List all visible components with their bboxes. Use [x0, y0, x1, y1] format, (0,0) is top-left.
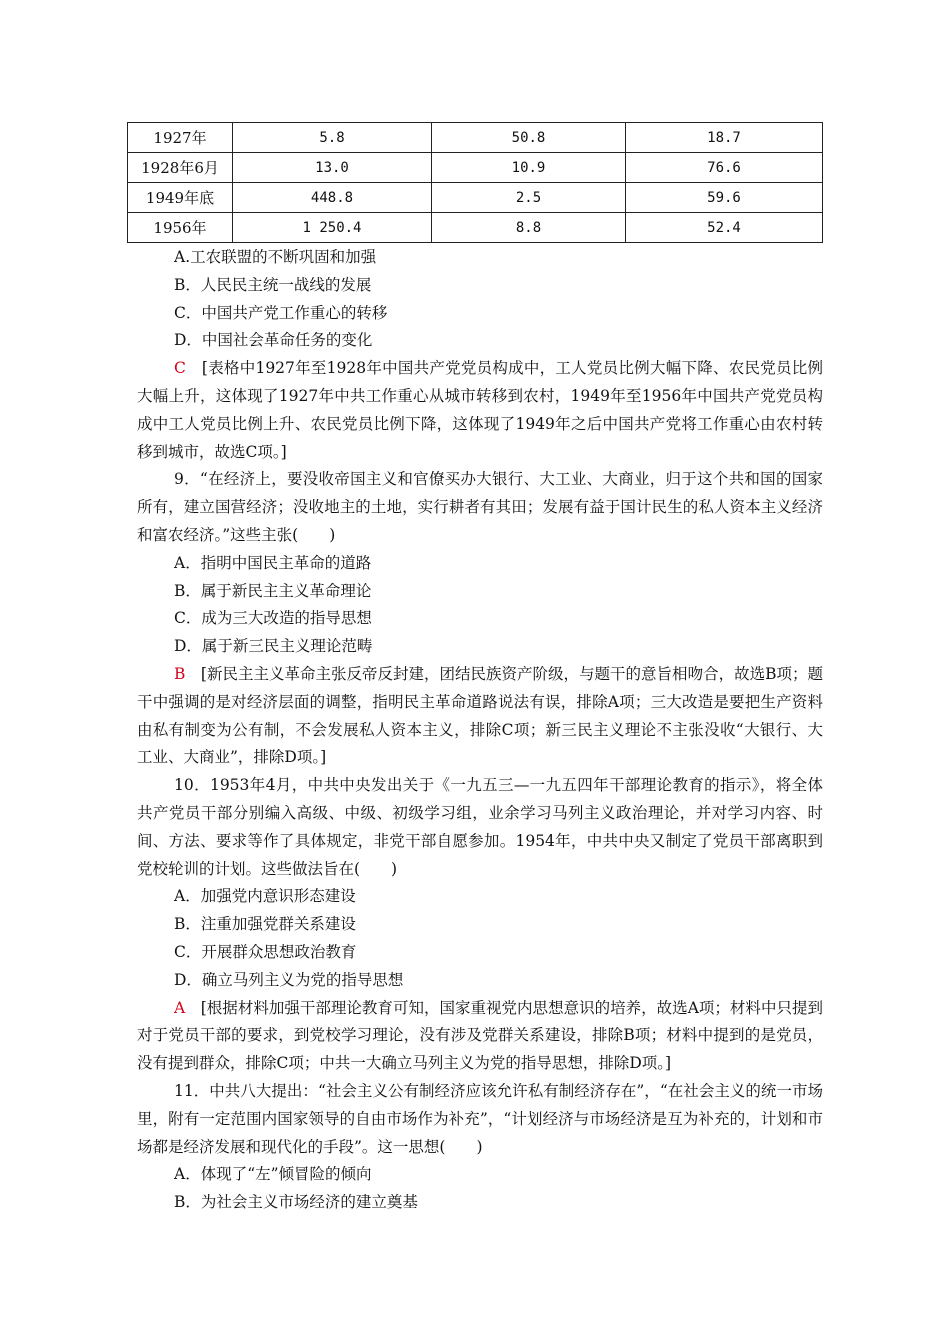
q10-answer-letter: A — [174, 998, 186, 1017]
table-cell: 1928年6月 — [128, 153, 233, 183]
q9-explanation-text: [新民主主义革命主张反帝反封建，团结民族资产阶级，与题干的意旨相吻合，故选B项；题干中强调的是对经济层面的调整，指明民主革命道路说法有误，排除A项；三大改造是要把生产资料由私有制变为公有制，不会发展私人资本主义，排除C项；新三民主义理论不主张没收“大银行、大工业、大商业”，排除D项。] — [137, 664, 823, 767]
table-row — [128, 153, 823, 183]
table-cell: 8.8 — [432, 213, 626, 243]
q10-stem: 10．1953年4月，中共中央发出关于《一九五三—一九五四年干部理论教育的指示》，将全体共产党员干部分别编入高级、中级、初级学习组，业余学习马列主义政治理论，并对学习内容、时间、方法、要求等作了具体规定，非党干部自愿参加。1954年，中共中央又制定了党员干部离职到党校轮训的计划。这些做法旨在( ) — [137, 776, 823, 878]
table-cell: 10.9 — [432, 153, 626, 183]
table-cell: 76.6 — [626, 153, 823, 183]
table-cell: 5.8 — [233, 123, 432, 153]
q9-option-c: C．成为三大改造的指导思想 — [174, 609, 372, 628]
table-cell: 59.6 — [626, 183, 823, 213]
q10-option-d: D．确立马列主义为党的指导思想 — [174, 970, 404, 989]
table-cell: 2.5 — [432, 183, 626, 213]
q10-option-b: B．注重加强党群关系建设 — [174, 915, 356, 934]
q9-answer-explanation — [137, 661, 823, 772]
q11-stem: 11．中共八大提出：“社会主义公有制经济应该允许私有制经济存在”，“在社会主义的统一市场里，附有一定范围内国家领导的自由市场作为补充”，“计划经济与市场经济是互为补充的，计划和市场都是经济发展和现代化的手段”。这一思想( ) — [137, 1081, 823, 1156]
q11-option-b: B．为社会主义市场经济的建立奠基 — [174, 1193, 418, 1212]
q8-option-c: C．中国共产党工作重心的转移 — [174, 303, 388, 322]
question-content — [137, 244, 823, 1217]
party-membership-table — [127, 122, 823, 243]
q9-answer-letter: B — [174, 664, 186, 683]
q9-stem: 9．“在经济上，要没收帝国主义和官僚买办大银行、大工业、大商业，归于这个共和国的国家所有，建立国营经济；没收地主的土地，实行耕者有其田；发展有益于国计民生的私人资本主义经济和富农经济。”这些主张( ) — [137, 470, 823, 544]
q10-option-a: A．加强党内意识形态建设 — [174, 887, 356, 906]
q10-option-c: C．开展群众思想政治教育 — [174, 942, 357, 961]
table-row — [128, 183, 823, 213]
q10-explanation-text: [根据材料加强干部理论教育可知，国家重视党内思想意识的培养，故选A项；材料中只提到对于党员干部的要求，到党校学习理论，没有涉及党群关系建设，排除B项；材料中提到的是党员，没有提到群众，排除C项；中共一大确立马列主义为党的指导思想，排除D项。] — [137, 998, 823, 1073]
q8-option-d: D．中国社会革命任务的变化 — [174, 331, 373, 350]
table-cell: 1 250.4 — [233, 213, 432, 243]
table-cell: 448.8 — [233, 183, 432, 213]
q11-option-a: A．体现了“左”倾冒险的倾向 — [174, 1165, 372, 1184]
table-cell: 52.4 — [626, 213, 823, 243]
q9-option-b: B．属于新民主主义革命理论 — [174, 581, 372, 600]
table-cell: 1956年 — [128, 213, 233, 243]
q8-answer-letter: C — [174, 359, 186, 378]
table-cell: 50.8 — [432, 123, 626, 153]
q8-explanation-text: [表格中1927年至1928年中国共产党党员构成中，工人党员比例大幅下降、农民党员比例大幅上升，这体现了1927年中共工作重心从城市转移到农村，1949年至1956年中国共产党党员构成中工人党员比例上升、农民党员比例下降，这体现了1949年之后中国共产党将工作重心由农村转移到城市，故选C项。] — [137, 359, 823, 461]
table-row — [128, 213, 823, 243]
table-cell: 13.0 — [233, 153, 432, 183]
table-row — [128, 123, 823, 153]
q8-answer-explanation — [137, 355, 823, 466]
table-cell: 1927年 — [128, 123, 233, 153]
q9-option-d: D．属于新三民主义理论范畴 — [174, 637, 373, 656]
q8-option-b: B．人民民主统一战线的发展 — [174, 275, 372, 294]
table-cell: 18.7 — [626, 123, 823, 153]
q10-answer-explanation — [137, 995, 823, 1078]
q8-option-a: A.工农联盟的不断巩固和加强 — [174, 248, 377, 266]
q9-option-a: A．指明中国民主革命的道路 — [174, 553, 372, 572]
table-cell: 1949年底 — [128, 183, 233, 213]
